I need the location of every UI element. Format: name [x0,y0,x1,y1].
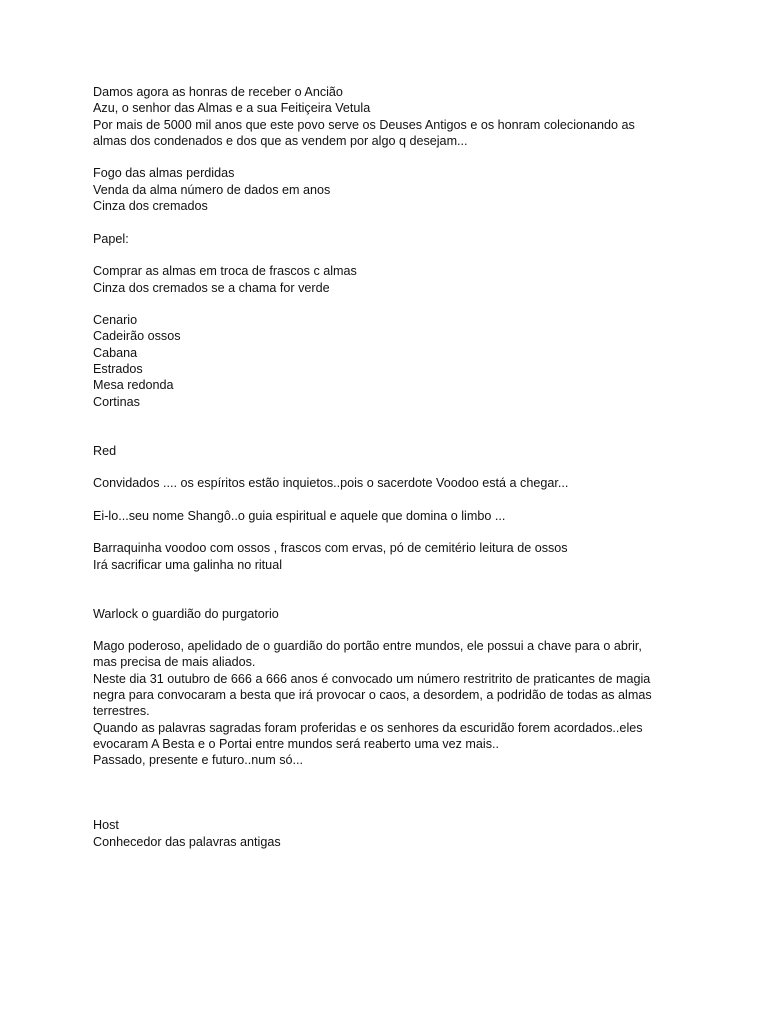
text-line: Azu, o senhor das Almas e a sua Feitiçeira Vetula [93,101,371,116]
text-line: Fogo das almas perdidas [93,166,235,181]
text-line: Cortinas [93,394,140,409]
text-line: Venda da alma número de dados em anos [93,182,331,197]
text-line: negra para convocaram a besta que irá provocar o caos, a desordem, a podridão de todas as almas [93,687,652,702]
red-paragraph-1: Convidados .... os espíritos estão inquietos..pois o sacerdote Voodoo está a chegar... [93,476,569,491]
text-line: Cinza dos cremados [93,199,208,214]
text-line: Passado, presente e futuro..num só... [93,753,304,768]
text-line: Cabana [93,345,138,360]
warlock-heading: Warlock o guardião do purgatorio [93,606,279,621]
host-heading: Host [93,818,119,833]
text-line: Cadeirão ossos [93,329,181,344]
text-line: Cinza dos cremados se a chama for verde [93,280,330,295]
text-line: mas precisa de mais aliados. [93,655,256,670]
intro-paragraph [93,84,693,149]
cenario-list [93,312,693,410]
text-line: Irá sacrificar uma galinha no ritual [93,557,282,572]
text-line: evocaram A Besta e o Portai entre mundos será reaberto uma vez mais.. [93,736,500,751]
text-line: Damos agora as honras de receber o Ancião [93,85,343,99]
papel-heading: Papel: [93,231,129,246]
text-line: terrestres. [93,704,150,719]
text-line: Cenario [93,313,138,328]
fogo-list [93,165,693,214]
document-text [93,84,693,850]
text-line: almas dos condenados e dos que as vendem por algo q desejam... [93,133,468,148]
papel-list [93,263,693,296]
text-line: Barraquinha voodoo com ossos , frascos com ervas, pó de cemitério leitura de ossos [93,541,568,556]
red-heading: Red [93,443,117,458]
text-line: Estrados [93,362,143,377]
red-paragraph-3 [93,540,693,573]
text-line: Por mais de 5000 mil anos que este povo serve os Deuses Antigos e os honram colecionando as [93,117,635,132]
text-line: Conhecedor das palavras antigas [93,834,281,849]
warlock-paragraph [93,638,693,768]
text-line: Mesa redonda [93,378,174,393]
text-line: Comprar as almas em troca de frascos c almas [93,264,357,279]
text-line: Mago poderoso, apelidado de o guardião do portão entre mundos, ele possui a chave para o abrir, [93,639,642,654]
host-section [93,817,693,850]
red-paragraph-2: Ei-lo...seu nome Shangô..o guia espiritual e aquele que domina o limbo ... [93,508,506,523]
text-line: Neste dia 31 outubro de 666 a 666 anos é convocado um número restritrito de praticantes de magia [93,671,651,686]
text-line: Quando as palavras sagradas foram proferidas e os senhores da escuridão forem acordados..eles [93,720,643,735]
